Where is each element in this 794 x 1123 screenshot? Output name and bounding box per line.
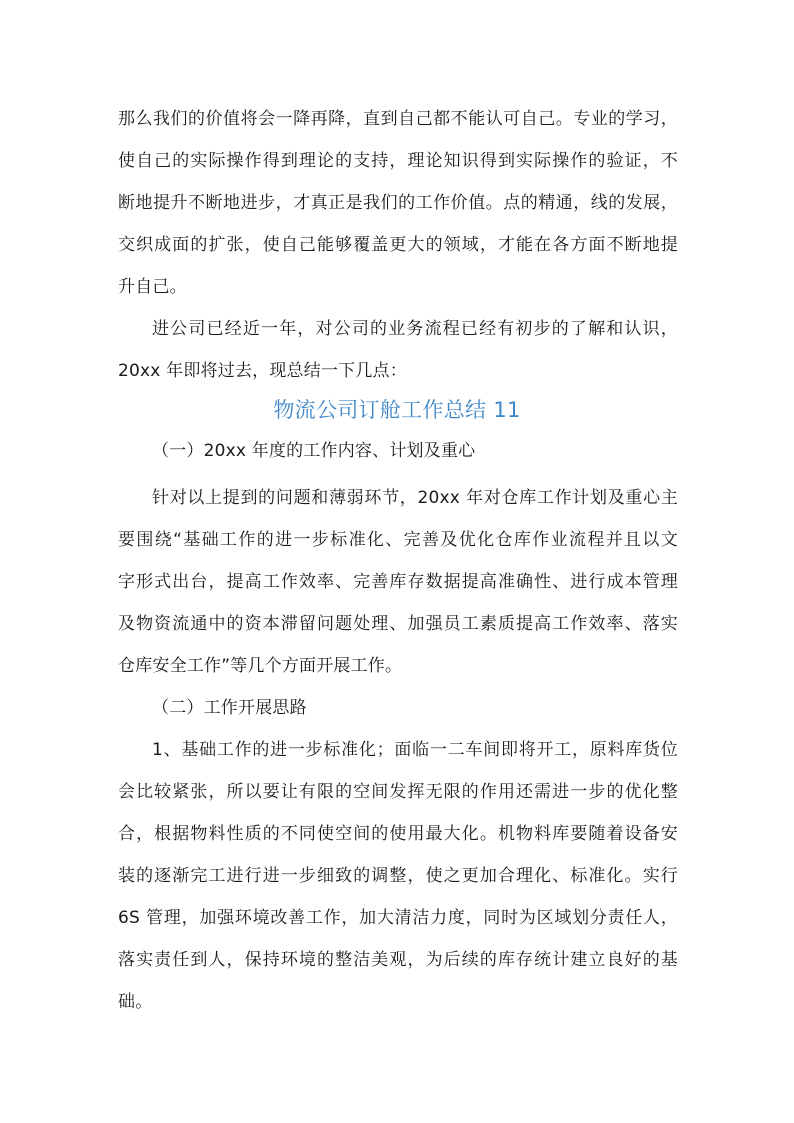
text-line: 1、基础工作的进一步标准化；面临一二车间即将开工，原料库货位	[152, 740, 678, 760]
section-heading: 物流公司订舱工作总结 11	[273, 398, 521, 422]
text-line: 那么我们的价值将会一降再降，直到自己都不能认可自己。专业的学习，	[118, 109, 678, 129]
text-line: 使自己的实际操作得到理论的支持，理论知识得到实际操作的验证，不	[118, 151, 678, 171]
paragraph-work-plan	[118, 477, 678, 687]
text-line: 会比较紧张，所以要让有限的空间发挥无限的作用还需进一步的优化整	[118, 782, 678, 802]
text-line: 20xx 年即将过去，现总结一下几点：	[118, 361, 407, 381]
text-line: 仓库安全工作”等几个方面开展工作。	[118, 656, 403, 676]
text-line: 6S 管理，加强环境改善工作，加大清洁力度，同时为区域划分责任人，	[118, 908, 678, 928]
text-line: 交织成面的扩张，使自己能够覆盖更大的领域，才能在各方面不断地提	[118, 235, 678, 255]
text-line: 合，根据物料性质的不同使空间的使用最大化。机物料库要随着设备安	[118, 824, 678, 844]
text-line: 进公司已经近一年，对公司的业务流程已经有初步的了解和认识，	[152, 319, 678, 339]
subheading-work-approach	[118, 687, 678, 729]
text-line: 础。	[118, 992, 153, 1012]
text-line: 落实责任到人，保持环境的整洁美观，为后续的库存统计建立良好的基	[118, 950, 678, 970]
paragraph-standardization	[118, 729, 678, 1023]
text-line: （一）20xx 年度的工作内容、计划及重心	[152, 441, 476, 461]
text-line: 升自己。	[118, 277, 187, 297]
text-line: 装的逐渐完工进行进一步细致的调整，使之更加合理化、标准化。实行	[118, 866, 678, 886]
text-line: 及物资流通中的资本滞留问题处理、加强员工素质提高工作效率、落实	[118, 614, 678, 634]
text-line: 断地提升不断地进步，才真正是我们的工作价值。点的精通，线的发展，	[118, 193, 678, 213]
text-line: 针对以上提到的问题和薄弱环节，20xx 年对仓库工作计划及重心主	[152, 488, 678, 508]
paragraph-value-of-study	[118, 98, 678, 308]
paragraph-intro-summary	[118, 308, 678, 392]
text-line: 字形式出台，提高工作效率、完善库存数据提高准确性、进行成本管理	[118, 572, 678, 592]
subheading-work-content	[118, 430, 678, 472]
text-line: （二）工作开展思路	[152, 698, 307, 718]
text-line: 要围绕“基础工作的进一步标准化、完善及优化仓库作业流程并且以文	[118, 530, 678, 550]
